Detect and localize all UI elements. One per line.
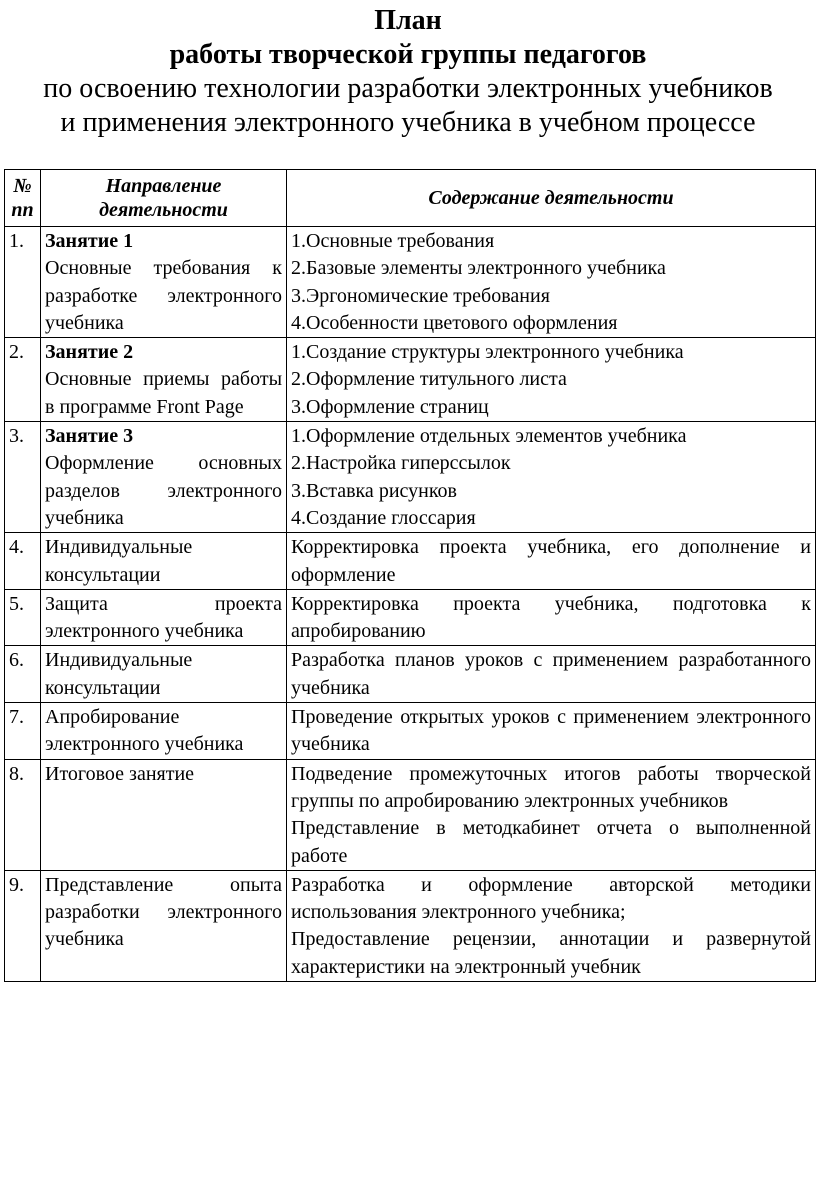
row-content: Разработка планов уроков с применением разработанного учебника	[287, 646, 816, 703]
page-header	[0, 0, 816, 140]
table-row	[5, 422, 816, 533]
row-direction	[41, 338, 287, 422]
row-direction: Индивидуальные консультации	[41, 533, 287, 590]
row-number: 1.	[5, 227, 41, 338]
row-number: 9.	[5, 870, 41, 981]
lesson-title: Занятие 2	[45, 341, 134, 364]
row-content: Проведение открытых уроков с применением электронного учебника	[287, 703, 816, 760]
row-content: Корректировка проекта учебника, его дополнение и оформление	[287, 533, 816, 590]
row-direction: Апробирование электронного учебника	[41, 703, 287, 760]
plan-table	[4, 169, 816, 982]
row-content	[287, 759, 816, 870]
row-content: Корректировка проекта учебника, подготовка к апробированию	[287, 589, 816, 646]
lesson-topic: Основные требования к разработке электронного учебника	[45, 257, 282, 334]
list-item: 1.Создание структуры электронного учебника	[291, 341, 684, 364]
list-item: 3.Оформление страниц	[291, 395, 489, 418]
row-number: 8.	[5, 759, 41, 870]
content-paragraph: Разработка и оформление авторской методики использования электронного учебника;	[291, 873, 811, 924]
row-number: 2.	[5, 338, 41, 422]
lesson-topic: Основные приемы работы в программе Front Page	[45, 368, 282, 418]
row-content	[287, 227, 816, 338]
row-content	[287, 422, 816, 533]
table-row	[5, 533, 816, 590]
row-number: 4.	[5, 533, 41, 590]
list-item: 2.Настройка гиперссылок	[291, 452, 511, 475]
table-row	[5, 227, 816, 338]
content-paragraph: Предоставление рецензии, аннотации и развернутой характеристики на электронный учебник	[291, 928, 811, 978]
row-content	[287, 338, 816, 422]
row-direction	[41, 227, 287, 338]
list-item: 3.Вставка рисунков	[291, 479, 457, 502]
table-row	[5, 870, 816, 981]
header-direction: Направление деятельности	[41, 170, 287, 227]
list-item: 1.Оформление отдельных элементов учебника	[291, 425, 687, 448]
row-number: 3.	[5, 422, 41, 533]
table-row	[5, 338, 816, 422]
row-direction: Представление опыта разработки электронного учебника	[41, 870, 287, 981]
table-row	[5, 759, 816, 870]
table-header-row	[5, 170, 816, 227]
header-content: Содержание деятельности	[287, 170, 816, 227]
row-number: 7.	[5, 703, 41, 760]
list-item: 2.Оформление титульного листа	[291, 368, 567, 391]
lesson-topic: Оформление основных разделов электронного учебника	[45, 452, 282, 529]
table-row	[5, 646, 816, 703]
row-direction	[41, 422, 287, 533]
page-subtitle: работы творческой группы педагогов	[169, 39, 647, 70]
row-number: 6.	[5, 646, 41, 703]
page-title: План	[374, 5, 442, 36]
list-item: 4.Особенности цветового оформления	[291, 311, 618, 334]
list-item: 2.Базовые элементы электронного учебника	[291, 257, 666, 280]
row-direction: Защита проекта электронного учебника	[41, 589, 287, 646]
table-row	[5, 703, 816, 760]
content-paragraph: Подведение промежуточных итогов работы творческой группы по апробированию электронных учебников	[291, 762, 811, 812]
page-description-line-1: по освоению технологии разработки электронных учебников	[43, 73, 773, 104]
lesson-title: Занятие 3	[45, 425, 134, 448]
header-number: № пп	[5, 170, 41, 227]
row-direction: Индивидуальные консультации	[41, 646, 287, 703]
row-number: 5.	[5, 589, 41, 646]
list-item: 1.Основные требования	[291, 230, 495, 252]
page-description-line-2: и применения электронного учебника в учебном процессе	[60, 107, 756, 138]
row-direction: Итоговое занятие	[41, 759, 287, 870]
table-row	[5, 589, 816, 646]
row-content	[287, 870, 816, 981]
lesson-title: Занятие 1	[45, 230, 134, 252]
list-item: 3.Эргономические требования	[291, 284, 550, 307]
list-item: 4.Создание глоссария	[291, 506, 476, 529]
content-paragraph: Представление в методкабинет отчета о выполненной работе	[291, 817, 811, 867]
